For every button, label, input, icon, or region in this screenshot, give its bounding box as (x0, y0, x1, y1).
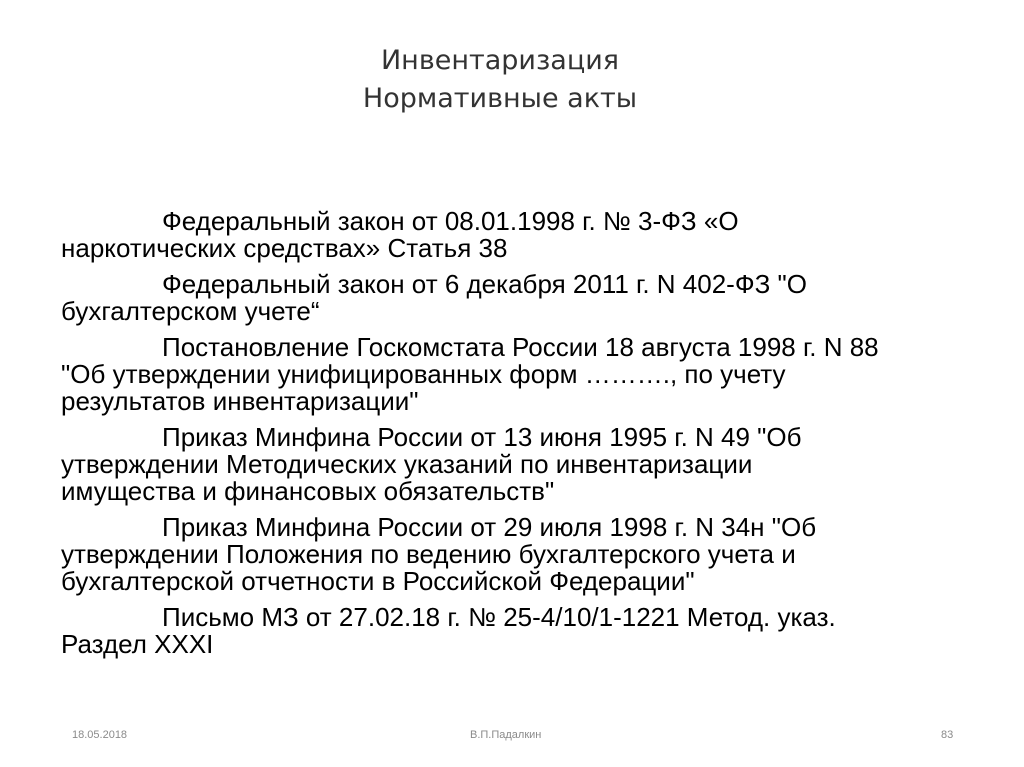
act-item-goskomstat-resolution: Постановление Госкомстата России 18 августа 1998 г. N 88 "Об утверждении унифицированных форм ………., по учету результатов инвентаризации" (61, 332, 879, 416)
act-item-federal-law-accounting: Федеральный закон от 6 декабря 2011 г. N 402-ФЗ "О бухгалтерском учете“ (61, 269, 807, 326)
act-item-mz-letter: Письмо МЗ от 27.02.18 г. № 25-4/10/1-1221 Метод. указ. Раздел XXXI (61, 602, 836, 659)
footer-page-number: 83 (941, 729, 954, 741)
acts-list (61, 208, 961, 667)
act-item-federal-law-narcotics: Федеральный закон от 08.01.1998 г. № 3-ФЗ «О наркотических средствах» Статья 38 (61, 206, 739, 263)
title-line-subtitle: Нормативные акты (362, 83, 638, 114)
footer-date: 18.05.2018 (72, 729, 128, 741)
footer-author: В.П.Падалкин (470, 729, 542, 741)
slide-title (0, 42, 1000, 118)
title-line-main: Инвентаризация (380, 45, 620, 76)
act-item-minfin-order-34n: Приказ Минфина России от 29 июля 1998 г. N 34н "Об утверждении Положения по ведению бухгалтерского учета и бухгалтерской отчетности в Российской Федерации" (61, 512, 817, 596)
act-item-minfin-order-49: Приказ Минфина России от 13 июня 1995 г. N 49 "Об утверждении Методических указаний по инвентаризации имущества и финансовых обязательств" (61, 422, 802, 506)
